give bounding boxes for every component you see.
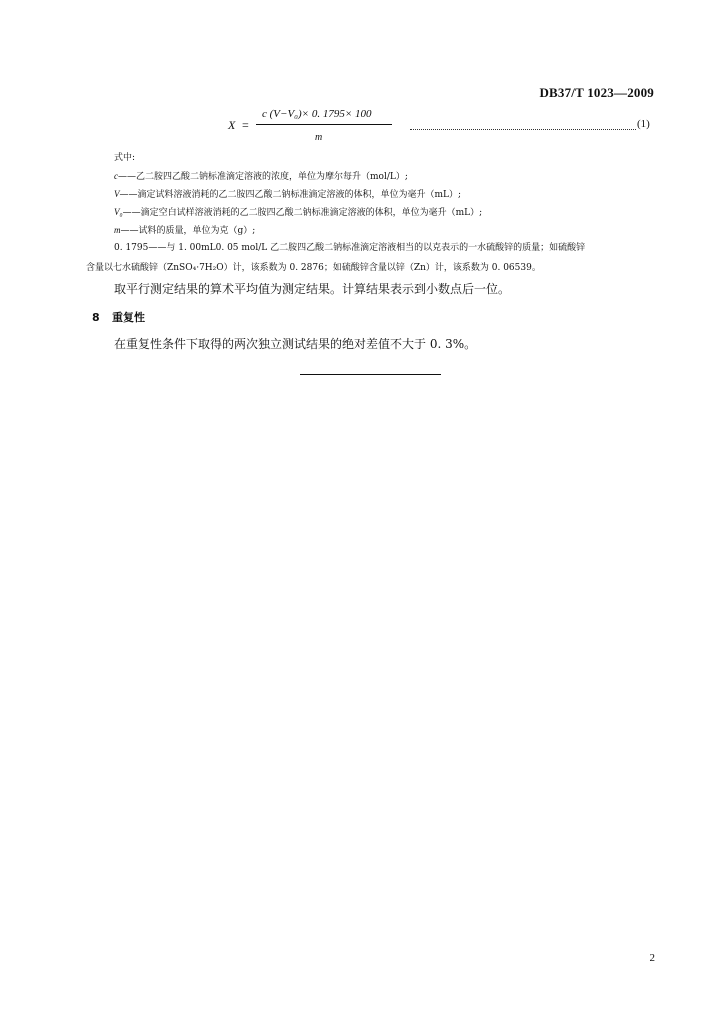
end-rule [300,374,441,375]
formula-denominator: m [315,132,323,143]
section-8-text: 在重复性条件下取得的两次独立测试结果的绝对差值不大于 0. 3%。 [114,337,477,351]
section-number: 8 [92,311,100,324]
symbol: m [114,225,121,235]
result-statement: 取平行测定结果的算术平均值为测定结果。计算结果表示到小数点后一位。 [114,282,511,296]
symbol: c [114,171,118,181]
symbol: V [114,189,120,199]
formula-equals: = [242,118,249,132]
definition: ——试料的质量，单位为克（g）; [120,226,256,236]
where-intro: 式中: [114,153,136,163]
fraction-line [256,124,392,125]
section-title: 重复性 [112,311,145,324]
dot-leader [410,117,636,130]
page-number: 2 [649,952,655,964]
coefficient-line-1: 0. 1795——与 1. 00mL0. 05 mol/L 乙二胺四乙酸二钠标准滴定溶液相当的以克表示的一水硫酸锌的质量；如硫酸锌 [114,243,586,253]
where-item-v [114,188,461,201]
where-item-v0 [114,206,482,219]
definition: ——滴定空白试样溶液消耗的乙二胺四乙酸二钠标准滴定溶液的体积，单位为毫升（mL）; [122,208,483,218]
where-item-m [114,224,255,237]
coefficient-line-2: 含量以七水硫酸锌（ZnSO₄·7H₂O）计，该系数为 0. 2876；如硫酸锌含量以锌（Zn）计，该系数为 0. 06539。 [86,263,541,273]
formula-1 [0,104,724,150]
formula-number: (1) [637,118,650,130]
formula-numerator: c (V−V₀)× 0. 1795× 100 [262,108,372,120]
symbol: V₀ [114,207,123,217]
definition: ——滴定试料溶液消耗的乙二胺四乙酸二钠标准滴定溶液的体积，单位为毫升（mL）; [119,190,462,200]
formula-lhs: X [228,118,236,132]
document-code: DB37/T 1023—2009 [539,85,654,100]
section-8-heading [92,309,145,325]
where-item-c [114,170,408,183]
definition: ——乙二胺四乙酸二钠标准滴定溶液的浓度，单位为摩尔每升（mol/L）; [118,172,408,182]
